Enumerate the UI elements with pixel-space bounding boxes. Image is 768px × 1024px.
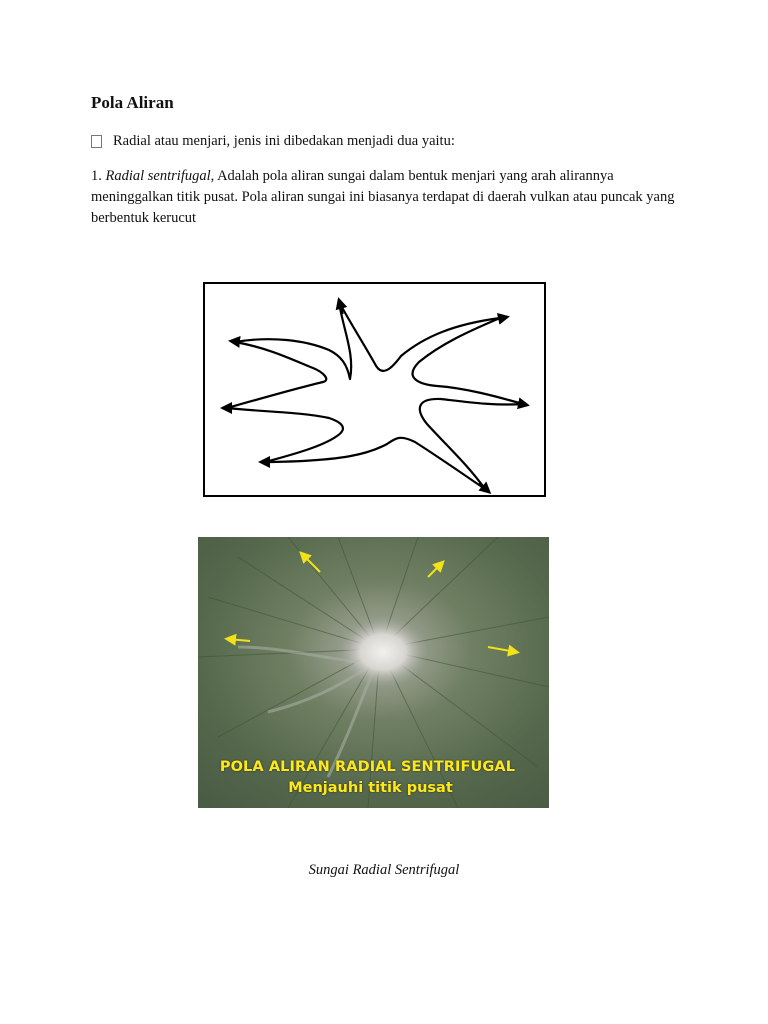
photo-subtitle: Menjauhi titik pusat [288, 780, 453, 796]
item-number: 1. [91, 168, 106, 184]
photo-title: POLA ALIRAN RADIAL SENTRIFUGAL [219, 759, 516, 775]
bullet-text: Radial atau menjari, jenis ini dibedakan menjadi dua yaitu: [113, 133, 455, 149]
bullet-box-icon [91, 135, 102, 148]
star-outline [227, 302, 523, 489]
arrow-northwest [231, 341, 241, 342]
item-text: , Adalah pola aliran sungai dalam bentuk menjari yang arah alirannya meninggalkan titik pusat. Pola aliran sungai ini biasanya terdapat di daerah vulkan atau puncak yang berbentuk kerucut [91, 168, 675, 226]
figure-caption: Sungai Radial Sentrifugal [308, 862, 460, 878]
definition-paragraph [91, 166, 681, 229]
volcano-summit [338, 617, 428, 687]
bullet-item [91, 133, 455, 150]
radial-star-drawing [205, 284, 548, 499]
volcano-satellite-photo [198, 537, 549, 808]
radial-pattern-diagram [203, 282, 546, 497]
item-term: Radial sentrifugal [105, 168, 211, 184]
page-title: Pola Aliran [91, 93, 174, 112]
arrow-southeast [479, 483, 489, 492]
